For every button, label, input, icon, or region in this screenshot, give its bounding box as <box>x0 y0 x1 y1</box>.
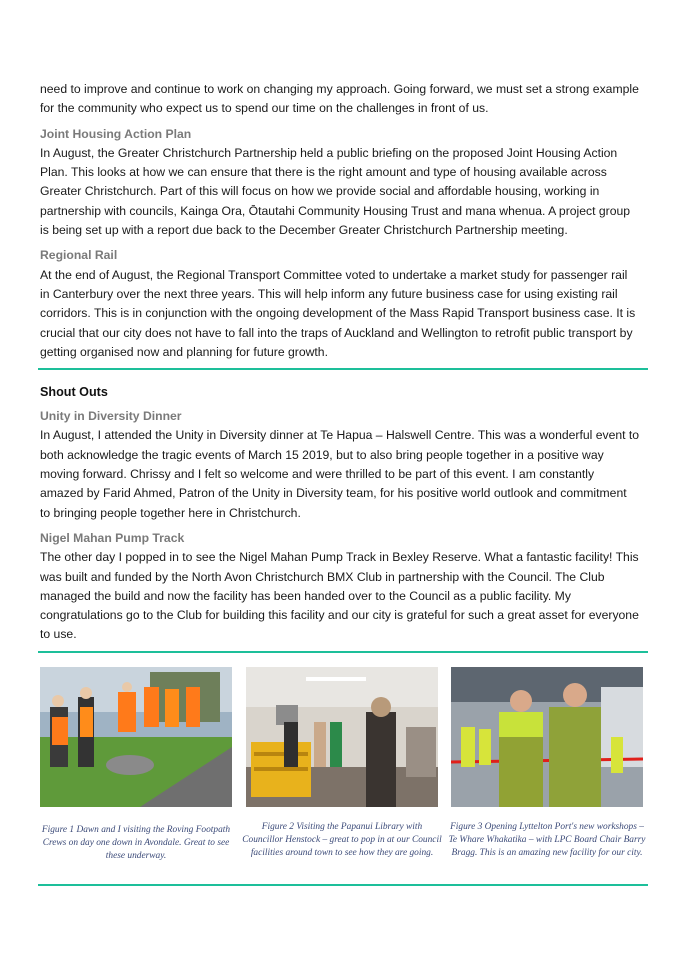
section-body-housing: In August, the Greater Christchurch Partnership held a public briefing on the proposed Joint Housing Action Plan. This looks at how we can ensure that there is the right amount and type of housing available across Greater Christchurch. Part of this will focus on how we provide social and affordable housing, working in partnership with councils, Kainga Ora, Ōtautahi Community Housing Trust and mana whenua. A project group is being set up with a report due back to the December Greater Christchurch Partnership meeting. <box>40 145 631 238</box>
shout-heading-pump-track: Nigel Mahan Pump Track <box>40 530 185 545</box>
photo-strip <box>40 667 645 867</box>
shout-outs-title: Shout Outs <box>40 385 108 400</box>
section-body-rail: At the end of August, the Regional Transport Committee voted to undertake a market study for passenger rail in Canterbury over the next three years. This will help inform any future business case for using existing rail corridors. This is in conjunction with the ongoing development of the Mass Rapid Transport business case. It is crucial that our city does not have to fall into the traps of Auckland and Wellington to retrofit public transport by getting organised now and planning for future growth. <box>40 267 636 359</box>
section-heading-housing: Joint Housing Action Plan <box>40 126 192 141</box>
photos-divider <box>38 651 648 653</box>
shout-body-pump-track: The other day I popped in to see the Nigel Mahan Pump Track in Bexley Reserve. What a fantastic facility! This was built and funded by the North Avon Christchurch BMX Club in partnership with the Council. The Club managed the build and now the facility has been handed over to the Council as a public facility. My congratulations go to the Club for building this facility and our city is grateful for such a great asset for everyone to use. <box>40 550 639 642</box>
figure-1-photo <box>40 667 232 807</box>
shout-body-unity: In August, I attended the Unity in Diversity dinner at Te Hapua – Halswell Centre. This was a wonderful event to both acknowledge the tragic events of March 15 2019, but to also bring people together in a positive way moving forward. Chrissy and I felt so welcome and were thrilled to be part of this event. I am constantly amazed by Farid Ahmed, Patron of the Unity in Diversity team, for his positive world outlook and commitment to bringing people together here in Christchurch. <box>40 428 640 520</box>
figure-1-caption: Figure 1 Dawn and I visiting the Roving Footpath Crews on day one down in Avondale. Great to see these underway. <box>41 825 231 861</box>
main-content <box>40 80 640 653</box>
section-heading-rail: Regional Rail <box>40 248 118 263</box>
shout-heading-unity: Unity in Diversity Dinner <box>40 409 182 424</box>
figure-2-photo <box>246 667 438 807</box>
intro-paragraph: need to improve and continue to work on changing my approach. Going forward, we must set a strong example for the community who expect us to spend our time on the challenges in front of us. <box>40 82 639 116</box>
bottom-divider <box>38 884 648 886</box>
figure-3-caption: Figure 3 Opening Lyttelton Port's new workshops – Te Whare Whakatika – with LPC Board Chair Barry Bragg. This is an amazing new facility for our city. <box>448 822 646 858</box>
figure-2-caption: Figure 2 Visiting the Papanui Library with Councillor Henstock – great to pop in at our Council facilities around town to see how they are going. <box>242 822 442 858</box>
figure-3-photo <box>451 667 643 807</box>
